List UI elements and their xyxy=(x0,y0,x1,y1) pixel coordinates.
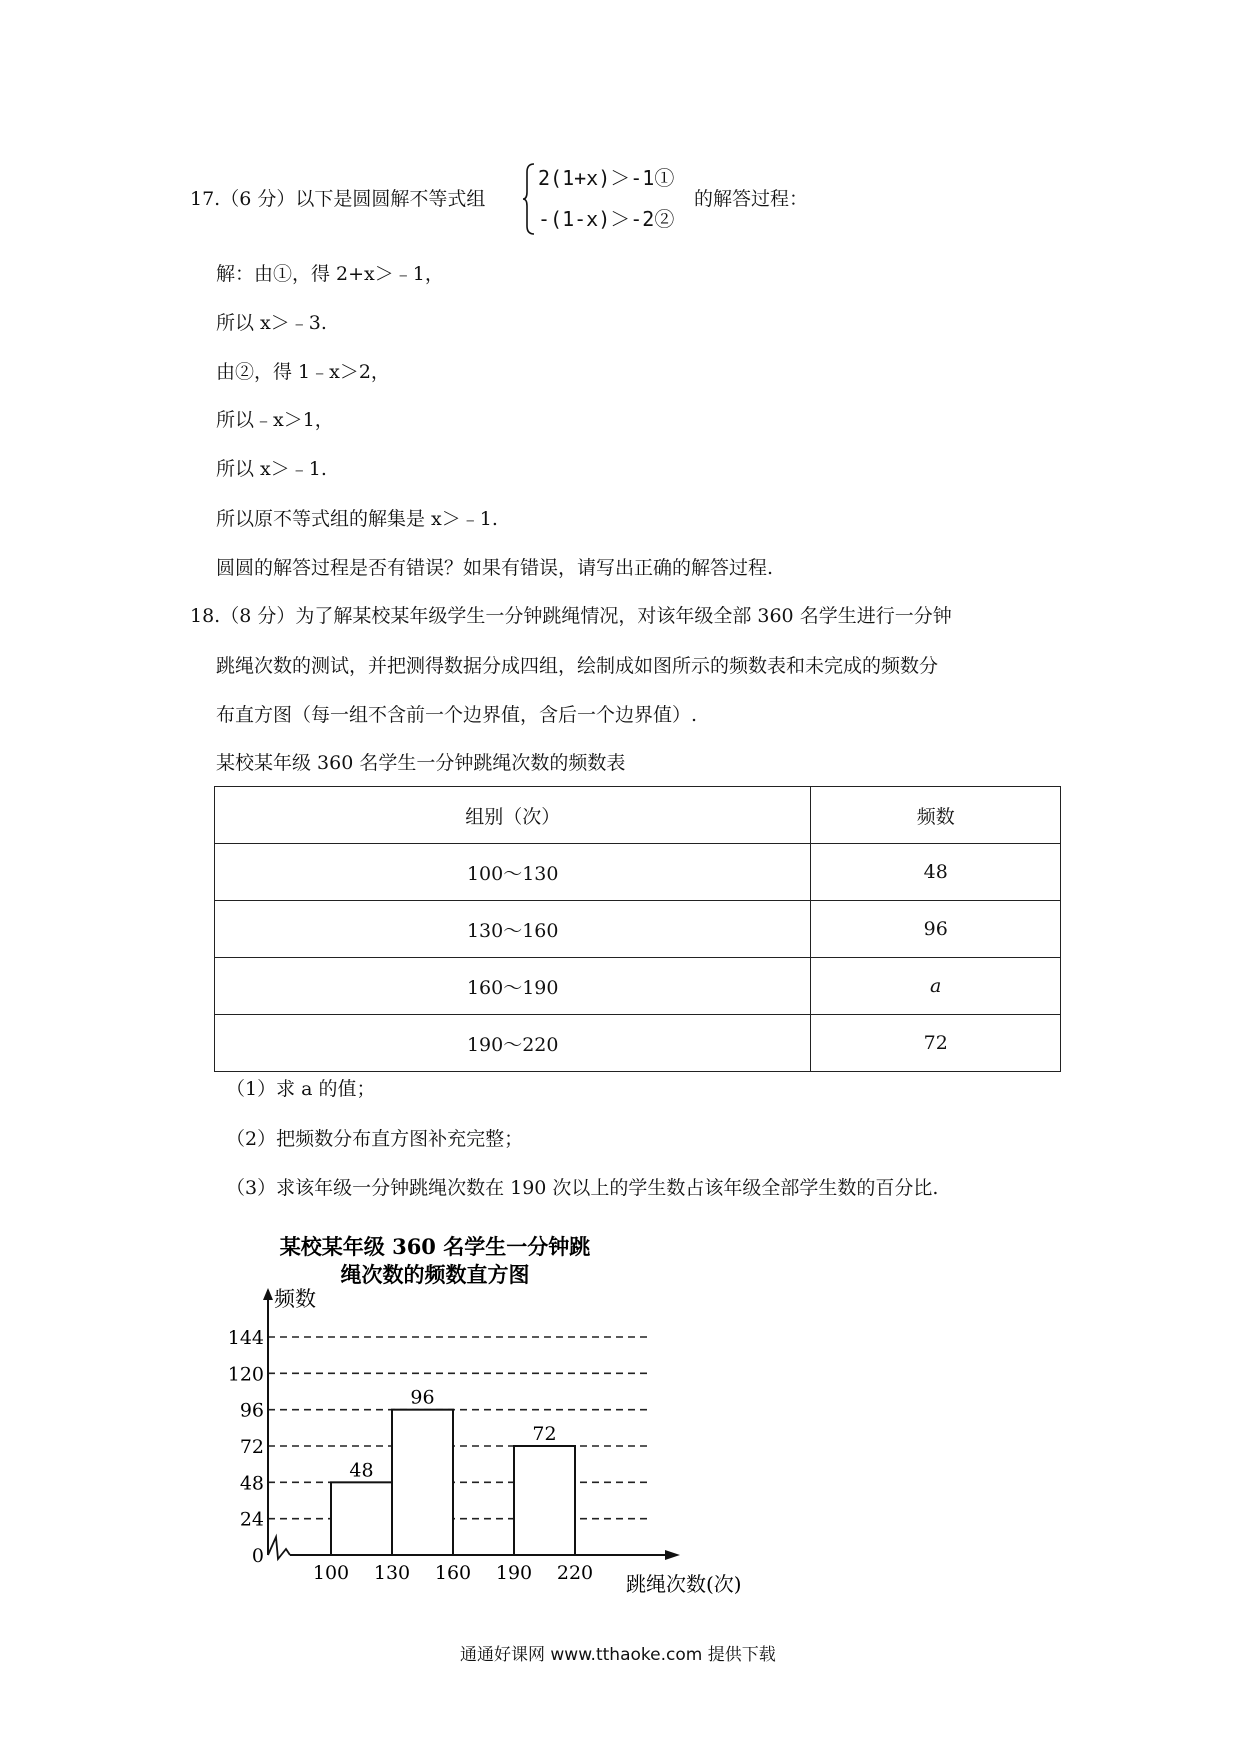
y-tick-label: 0 xyxy=(251,1545,264,1567)
inequality-1: 2(1+x)＞-1① xyxy=(538,166,675,190)
q17-step: 圆圆的解答过程是否有错误？如果有错误，请写出正确的解答过程. xyxy=(216,557,774,579)
q17-step: 所以原不等式组的解集是 x＞﹣1. xyxy=(216,508,498,530)
y-tick-label: 72 xyxy=(239,1436,264,1458)
y-tick-label: 96 xyxy=(239,1399,264,1422)
q17-lead: 17.（6 分）以下是圆圆解不等式组 xyxy=(190,188,486,210)
cell-group: 160～190 xyxy=(215,958,811,1015)
header-frequency: 频数 xyxy=(811,787,1061,844)
q18-intro: 18.（8 分）为了解某校某年级学生一分钟跳绳情况，对该年级全部 360 名学生进行一分钟 xyxy=(190,605,952,627)
sub-question: （1）求 a 的值； xyxy=(226,1078,376,1100)
q17-tail: 的解答过程： xyxy=(694,188,809,210)
y-tick-label: 120 xyxy=(227,1363,264,1386)
q18-intro: 跳绳次数的测试，并把测得数据分成四组，绘制成如图所示的频数表和未完成的频数分 xyxy=(216,655,939,677)
x-tick-label: 130 xyxy=(373,1562,411,1584)
y-axis-label: 频数 xyxy=(274,1287,316,1311)
x-tick-label: 220 xyxy=(556,1562,594,1584)
cell-group: 100～130 xyxy=(215,844,811,901)
cell-frequency: 96 xyxy=(811,901,1061,958)
bar-value-label: 72 xyxy=(532,1423,557,1445)
footer: 通通好课网 www.tthaoke.com 提供下载 xyxy=(460,1645,776,1665)
x-tick-label: 100 xyxy=(312,1562,350,1584)
x-axis-label: 跳绳次数(次) xyxy=(626,1572,742,1596)
q17-step: 解：由①，得 2+x＞﹣1， xyxy=(216,263,444,285)
inequality-2: -(1-x)＞-2② xyxy=(538,207,675,231)
cell-frequency: 72 xyxy=(811,1015,1061,1072)
chart-title: 某校某年级 360 名学生一分钟跳 xyxy=(279,1234,591,1259)
q17-step: 所以 x＞﹣3. xyxy=(216,312,327,334)
cell-group: 130～160 xyxy=(215,901,811,958)
histogram-bar xyxy=(514,1446,575,1555)
chart-title: 绳次数的频数直方图 xyxy=(340,1262,530,1287)
q17-step: 所以 x＞﹣1. xyxy=(216,458,327,480)
y-tick-label: 48 xyxy=(239,1472,264,1495)
x-tick-label: 190 xyxy=(495,1562,533,1584)
cell-frequency: a xyxy=(811,958,1061,1015)
histogram-bar xyxy=(392,1410,453,1555)
bar-value-label: 96 xyxy=(410,1386,435,1409)
cell-group: 190～220 xyxy=(215,1015,811,1072)
sub-question: （3）求该年级一分钟跳绳次数在 190 次以上的学生数占该年级全部学生数的百分比. xyxy=(226,1177,939,1199)
x-tick-label: 160 xyxy=(434,1562,472,1584)
q17-step: 所以﹣x＞1， xyxy=(216,409,334,431)
axis-break-icon xyxy=(268,1537,290,1559)
sub-question: （2）把频数分布直方图补充完整； xyxy=(226,1128,524,1150)
y-tick-label: 24 xyxy=(239,1508,264,1531)
q18-intro: 布直方图（每一组不含前一个边界值，含后一个边界值）. xyxy=(216,704,698,726)
header-group: 组别（次） xyxy=(215,787,811,844)
table-title: 某校某年级 360 名学生一分钟跳绳次数的频数表 xyxy=(216,752,626,774)
y-tick-label: 144 xyxy=(227,1327,264,1349)
x-axis-arrow-icon xyxy=(665,1550,680,1560)
cell-frequency: 48 xyxy=(811,844,1061,901)
bar-value-label: 48 xyxy=(349,1459,374,1482)
histogram-bar xyxy=(331,1482,392,1555)
q17-step: 由②，得 1﹣x＞2， xyxy=(216,361,390,383)
y-axis-arrow-icon xyxy=(263,1288,273,1300)
